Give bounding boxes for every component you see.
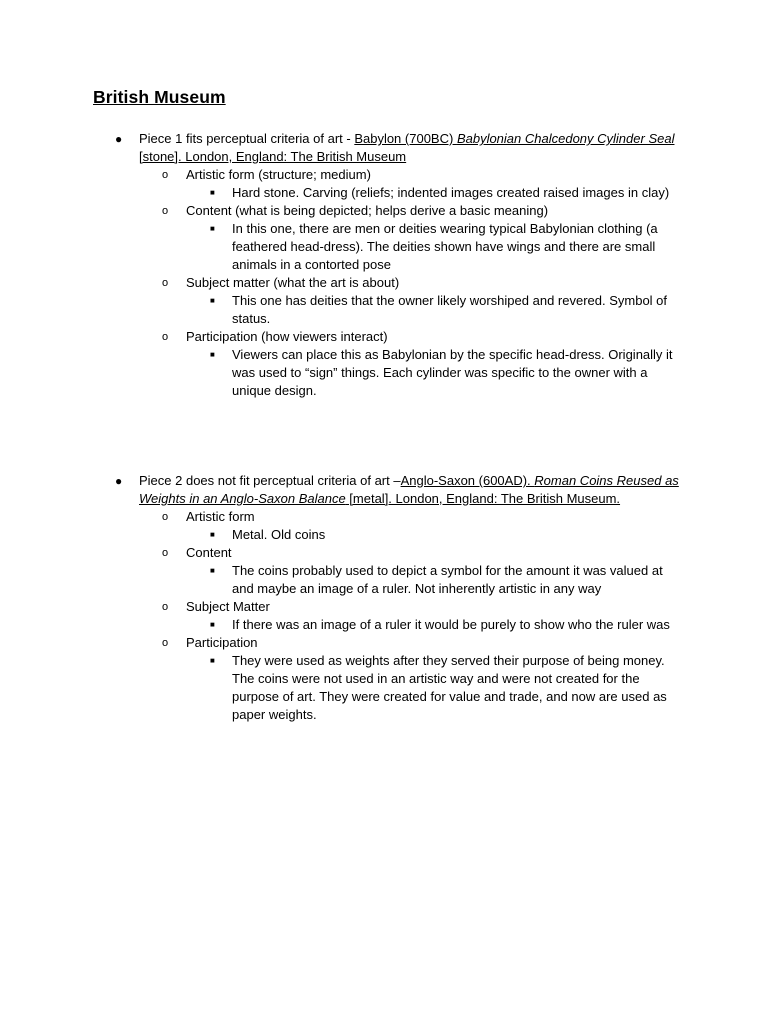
section-heading-text: Content (what is being depicted; helps derive a basic meaning) [186, 203, 549, 218]
document-title: British Museum [93, 87, 226, 107]
piece-1-cite-source: [stone]. London, England: The British Museum [139, 149, 407, 164]
section-heading-text: Artistic form (structure; medium) [186, 167, 371, 182]
piece-1-citation [115, 130, 679, 166]
bullet-square-icon: ■ [210, 566, 215, 575]
bullet-disc-icon: ● [115, 474, 123, 488]
piece-1-section-detail [210, 292, 678, 328]
section-heading-text: Content [186, 545, 232, 560]
bullet-disc-icon: ● [115, 132, 123, 146]
piece-2-section-detail [210, 652, 678, 724]
section-heading-text: Participation (how viewers interact) [186, 329, 388, 344]
piece-2-cite-origin: Anglo-Saxon (600AD). [400, 473, 535, 488]
section-detail-text: This one has deities that the owner likely worshiped and revered. Symbol of status. [232, 293, 668, 326]
section-heading-text: Subject matter (what the art is about) [186, 275, 400, 290]
bullet-square-icon: ■ [210, 188, 215, 197]
piece-2-section-detail [210, 562, 678, 598]
piece-1-entry [115, 130, 679, 400]
piece-2-intro: Piece 2 does not fit perceptual criteria of art – [139, 473, 401, 488]
piece-2-section-heading [162, 508, 679, 526]
bullet-circle-icon: o [162, 277, 169, 289]
piece-1-intro: Piece 1 fits perceptual criteria of art - [139, 131, 355, 146]
section-detail-text: The coins probably used to depict a symbol for the amount it was valued at and maybe an image of a ruler. Not inherently artistic in any way [232, 563, 663, 596]
section-heading-text: Participation [186, 635, 258, 650]
section-detail-text: Metal. Old coins [232, 527, 326, 542]
piece-2-section-detail [210, 616, 678, 634]
piece-1-section-heading [162, 202, 679, 220]
bullet-square-icon: ■ [210, 656, 215, 665]
piece-1-section-heading [162, 328, 679, 346]
piece-2-section-heading [162, 598, 679, 616]
piece-2-cite-title: Roman Coins Reused as Weights in an Anglo-Saxon Balance [139, 473, 679, 506]
piece-1-cite-title: Babylonian Chalcedony Cylinder Seal [456, 131, 675, 146]
piece-1-section-heading [162, 274, 679, 292]
section-detail-text: If there was an image of a ruler it would be purely to show who the ruler was [232, 617, 670, 632]
bullet-circle-icon: o [162, 511, 169, 523]
piece-2-cite-source: [metal]. London, England: The British Museum. [345, 491, 621, 506]
bullet-circle-icon: o [162, 331, 169, 343]
bullet-circle-icon: o [162, 205, 169, 217]
bullet-square-icon: ■ [210, 620, 215, 629]
piece-2-section-heading [162, 544, 679, 562]
piece-1-cite-origin: Babylon (700BC) [354, 131, 457, 146]
bullet-square-icon: ■ [210, 350, 215, 359]
piece-1-section-detail [210, 346, 678, 400]
section-detail-text: Viewers can place this as Babylonian by the specific head-dress. Originally it was used to “sign” things. Each cylinder was specific to the owner with a unique design. [232, 347, 673, 398]
section-heading-text: Subject Matter [186, 599, 270, 614]
bullet-square-icon: ■ [210, 530, 215, 539]
bullet-circle-icon: o [162, 547, 169, 559]
bullet-square-icon: ■ [210, 224, 215, 233]
section-heading-text: Artistic form [186, 509, 255, 524]
bullet-circle-icon: o [162, 601, 169, 613]
piece-2-section-detail [210, 526, 678, 544]
section-detail-text: In this one, there are men or deities wearing typical Babylonian clothing (a feathered head-dress). The deities shown have wings and there are small animals in a contorted pose [232, 221, 658, 272]
section-detail-text: Hard stone. Carving (reliefs; indented images created raised images in clay) [232, 185, 670, 200]
section-detail-text: They were used as weights after they served their purpose of being money. The coins were not used in an artistic way and were not created for the purpose of art. They were created for value and trade, and now are used as paper weights. [232, 653, 667, 722]
piece-1-section-detail [210, 184, 678, 202]
bullet-circle-icon: o [162, 169, 169, 181]
piece-1-section-detail [210, 220, 678, 274]
piece-2-entry [115, 472, 679, 724]
piece-1-section-heading [162, 166, 679, 184]
bullet-circle-icon: o [162, 637, 169, 649]
piece-2-citation [115, 472, 679, 508]
bullet-square-icon: ■ [210, 296, 215, 305]
piece-2-section-heading [162, 634, 679, 652]
